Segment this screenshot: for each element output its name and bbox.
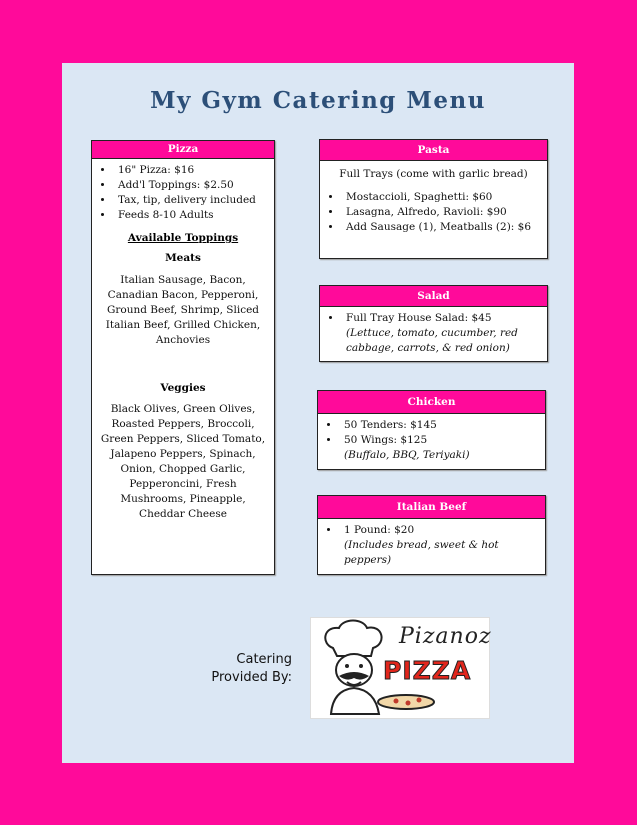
pasta-section [319,139,548,259]
list-item: • Feeds 8-10 Adults [114,208,274,223]
list-item [340,523,545,568]
list-item: • Add'l Toppings: $2.50 [114,178,274,193]
pasta-header: Pasta [320,140,547,161]
pizza-list [92,163,274,223]
chicken-header: Chicken [318,391,545,414]
chicken-section [317,390,546,470]
veggies-heading: Veggies [160,382,206,394]
list-item: • 50 Tenders: $145 [340,418,545,433]
salad-section [319,285,548,362]
chicken-note: (Buffalo, BBQ, Teriyaki) [344,449,470,461]
logo-word-top: Pizanoz [399,624,492,649]
pizza-header: Pizza [92,141,274,159]
salad-list [320,311,547,356]
beef-note: (Includes bread, sweet & hot peppers) [344,539,499,566]
chicken-list [318,418,545,463]
catering-line: Provided By: [211,670,292,685]
pizanoz-logo [310,617,490,719]
catering-line: Catering [236,652,292,667]
pasta-list [320,190,547,235]
salad-note: (Lettuce, tomato, cucumber, red cabbage, carrots, & red onion) [346,327,518,354]
chicken-wings: 50 Wings: $125 [344,434,428,446]
veggies-text: Black Olives, Green Olives, Roasted Peppers, Broccoli, Green Peppers, Sliced Tomato, Jalapeno Peppers, Spinach, Onion, Chopped Garlic, Pepperoncini, Fresh Mushrooms, Pineapple, Cheddar Cheese [100,403,266,520]
logo-word-bottom: PIZZA [383,656,472,685]
italian-beef-header: Italian Beef [318,496,545,519]
page-title: My Gym Catering Menu [150,87,486,114]
italian-beef-list [318,523,545,568]
salad-item: Full Tray House Salad: $45 [346,312,492,324]
list-item [342,311,547,356]
salad-header: Salad [320,286,547,307]
list-item [340,433,545,463]
italian-beef-section [317,495,546,575]
list-item: • Tax, tip, delivery included [114,193,274,208]
list-item: • Add Sausage (1), Meatballs (2): $6 [342,220,547,235]
list-item: • Mostaccioli, Spaghetti: $60 [342,190,547,205]
list-item: • Lasagna, Alfredo, Ravioli: $90 [342,205,547,220]
toppings-heading: Available Toppings [127,232,239,244]
pasta-intro: Full Trays (come with garlic bread) [339,168,528,180]
catering-credit [202,651,292,687]
meats-text: Italian Sausage, Bacon, Canadian Bacon, Pepperoni, Ground Beef, Shrimp, Sliced Italian Beef, Grilled Chicken, Anchovies [105,274,261,346]
list-item: • 16" Pizza: $16 [114,163,274,178]
meats-heading: Meats [165,252,201,264]
beef-item: 1 Pound: $20 [344,524,415,536]
pizza-section [91,140,275,575]
